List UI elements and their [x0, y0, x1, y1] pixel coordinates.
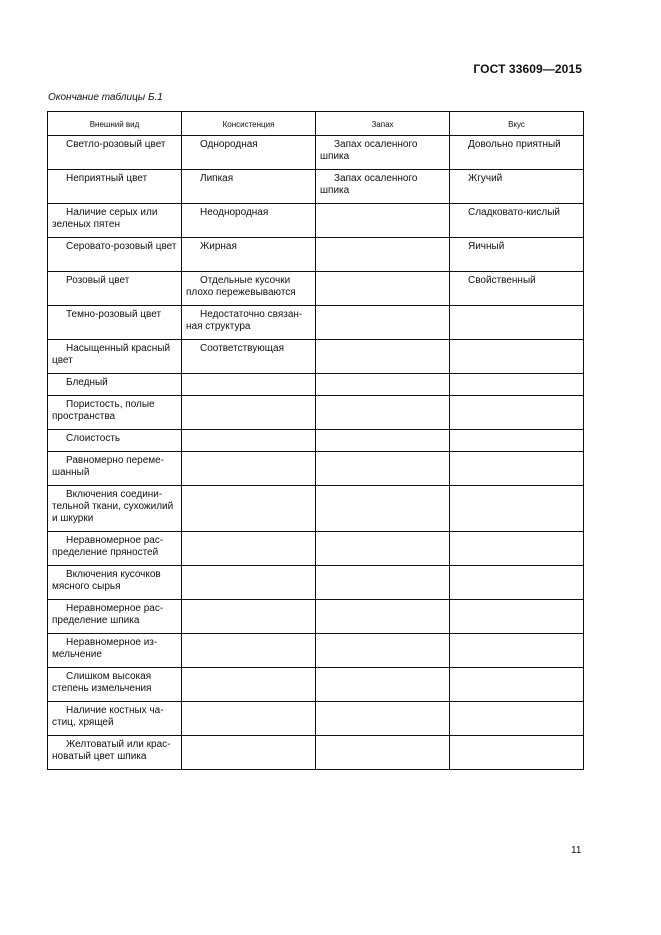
cell-appearance — [48, 452, 182, 486]
cell-smell — [316, 272, 450, 306]
column-header-appearance: Внешний вид — [48, 112, 182, 136]
cell-text: Довольно приятный — [468, 139, 561, 150]
cell-consistency — [182, 374, 316, 396]
cell-taste — [450, 238, 584, 272]
cell-smell — [316, 486, 450, 532]
cell-consistency — [182, 306, 316, 340]
cell-smell — [316, 736, 450, 770]
cell-appearance — [48, 340, 182, 374]
cell-appearance — [48, 238, 182, 272]
cell-consistency — [182, 136, 316, 170]
table-row — [48, 396, 584, 430]
cell-taste — [450, 702, 584, 736]
cell-taste — [450, 374, 584, 396]
table-row — [48, 272, 584, 306]
cell-text: Включения кусочков мясного сырья — [52, 569, 161, 592]
cell-text: Жгучий — [468, 173, 503, 184]
cell-appearance — [48, 702, 182, 736]
cell-taste — [450, 452, 584, 486]
table-row — [48, 170, 584, 204]
table-caption: Окончание таблицы Б.1 — [48, 92, 163, 103]
cell-text: Неоднородная — [200, 207, 269, 218]
cell-taste — [450, 600, 584, 634]
table-row — [48, 340, 584, 374]
cell-smell — [316, 430, 450, 452]
table-row — [48, 136, 584, 170]
cell-text: Желтоватый или крас-новатый цвет шпика — [52, 739, 171, 762]
cell-taste — [450, 486, 584, 532]
cell-taste — [450, 306, 584, 340]
cell-text: Сладковато-кислый — [468, 207, 560, 218]
cell-appearance — [48, 306, 182, 340]
cell-consistency — [182, 238, 316, 272]
cell-text: Яичный — [468, 241, 505, 252]
cell-consistency — [182, 340, 316, 374]
table-row — [48, 204, 584, 238]
cell-taste — [450, 736, 584, 770]
column-header-consistency: Консистенция — [182, 112, 316, 136]
table-row — [48, 238, 584, 272]
cell-text: Недостаточно связан-ная структура — [186, 309, 303, 332]
cell-taste — [450, 272, 584, 306]
cell-taste — [450, 396, 584, 430]
cell-text: Однородная — [200, 139, 258, 150]
table-row — [48, 374, 584, 396]
cell-consistency — [182, 272, 316, 306]
table-row — [48, 702, 584, 736]
cell-text: Жирная — [200, 241, 237, 252]
page-number: 11 — [571, 845, 582, 856]
column-header-smell: Запах — [316, 112, 450, 136]
cell-smell — [316, 452, 450, 486]
cell-taste — [450, 136, 584, 170]
table-row — [48, 668, 584, 702]
cell-text: Слишком высокая степень измельчения — [52, 671, 152, 694]
cell-smell — [316, 340, 450, 374]
cell-text: Слоистость — [66, 433, 121, 444]
cell-text: Неравномерное рас-пределение шпика — [52, 603, 164, 626]
cell-smell — [316, 600, 450, 634]
table-header-row — [48, 112, 584, 136]
cell-appearance — [48, 634, 182, 668]
cell-taste — [450, 566, 584, 600]
cell-text: Серовато-розовый цвет — [66, 241, 177, 252]
cell-appearance — [48, 430, 182, 452]
cell-smell — [316, 634, 450, 668]
cell-smell — [316, 532, 450, 566]
table-row — [48, 566, 584, 600]
cell-appearance — [48, 170, 182, 204]
cell-appearance — [48, 668, 182, 702]
cell-consistency — [182, 396, 316, 430]
cell-consistency — [182, 486, 316, 532]
cell-taste — [450, 532, 584, 566]
cell-text: Равномерно переме-шанный — [52, 455, 165, 478]
cell-consistency — [182, 600, 316, 634]
cell-smell — [316, 170, 450, 204]
cell-text: Светло-розовый цвет — [66, 139, 166, 150]
cell-text: Неприятный цвет — [66, 173, 148, 184]
table-row — [48, 486, 584, 532]
cell-text: Наличие костных ча-стиц, хрящей — [52, 705, 164, 728]
cell-text: Розовый цвет — [66, 275, 130, 286]
table-row — [48, 306, 584, 340]
cell-smell — [316, 396, 450, 430]
cell-smell — [316, 566, 450, 600]
cell-appearance — [48, 532, 182, 566]
cell-taste — [450, 430, 584, 452]
cell-taste — [450, 668, 584, 702]
table-row — [48, 634, 584, 668]
cell-text: Отдельные кусочки плохо пережевываются — [186, 275, 296, 298]
table-row — [48, 600, 584, 634]
cell-text: Липкая — [200, 173, 234, 184]
cell-smell — [316, 136, 450, 170]
cell-text: Пористость, полые пространства — [52, 399, 155, 422]
cell-text: Соответствующая — [200, 343, 284, 354]
column-header-taste: Вкус — [450, 112, 584, 136]
cell-appearance — [48, 272, 182, 306]
cell-smell — [316, 306, 450, 340]
cell-consistency — [182, 634, 316, 668]
cell-taste — [450, 340, 584, 374]
cell-smell — [316, 238, 450, 272]
cell-appearance — [48, 736, 182, 770]
cell-text: Бледный — [66, 377, 108, 388]
cell-text: Включения соедини-тельной ткани, сухожилий и шкурки — [52, 489, 174, 524]
cell-consistency — [182, 668, 316, 702]
cell-smell — [316, 702, 450, 736]
cell-text: Неравномерное из-мельчение — [52, 637, 158, 660]
cell-appearance — [48, 396, 182, 430]
cell-appearance — [48, 486, 182, 532]
cell-text: Темно-розовый цвет — [66, 309, 162, 320]
cell-text: Насыщенный красный цвет — [52, 343, 171, 366]
cell-text: Наличие серых или зеленых пятен — [52, 207, 158, 230]
cell-smell — [316, 374, 450, 396]
table-row — [48, 430, 584, 452]
cell-appearance — [48, 136, 182, 170]
cell-appearance — [48, 204, 182, 238]
cell-appearance — [48, 374, 182, 396]
cell-consistency — [182, 702, 316, 736]
document-standard-header: ГОСТ 33609—2015 — [473, 62, 582, 76]
cell-taste — [450, 204, 584, 238]
table-row — [48, 452, 584, 486]
cell-text: Свойственный — [468, 275, 536, 286]
cell-consistency — [182, 736, 316, 770]
cell-consistency — [182, 204, 316, 238]
cell-text: Запах осаленного шпика — [320, 139, 418, 162]
sensory-attributes-table — [47, 111, 584, 770]
cell-consistency — [182, 170, 316, 204]
cell-text: Неравномерное рас-пределение пряностей — [52, 535, 164, 558]
cell-consistency — [182, 532, 316, 566]
cell-taste — [450, 634, 584, 668]
cell-appearance — [48, 600, 182, 634]
cell-consistency — [182, 452, 316, 486]
cell-text: Запах осаленного шпика — [320, 173, 418, 196]
cell-taste — [450, 170, 584, 204]
cell-appearance — [48, 566, 182, 600]
table-row — [48, 532, 584, 566]
table-row — [48, 736, 584, 770]
cell-smell — [316, 668, 450, 702]
cell-consistency — [182, 430, 316, 452]
cell-smell — [316, 204, 450, 238]
cell-consistency — [182, 566, 316, 600]
